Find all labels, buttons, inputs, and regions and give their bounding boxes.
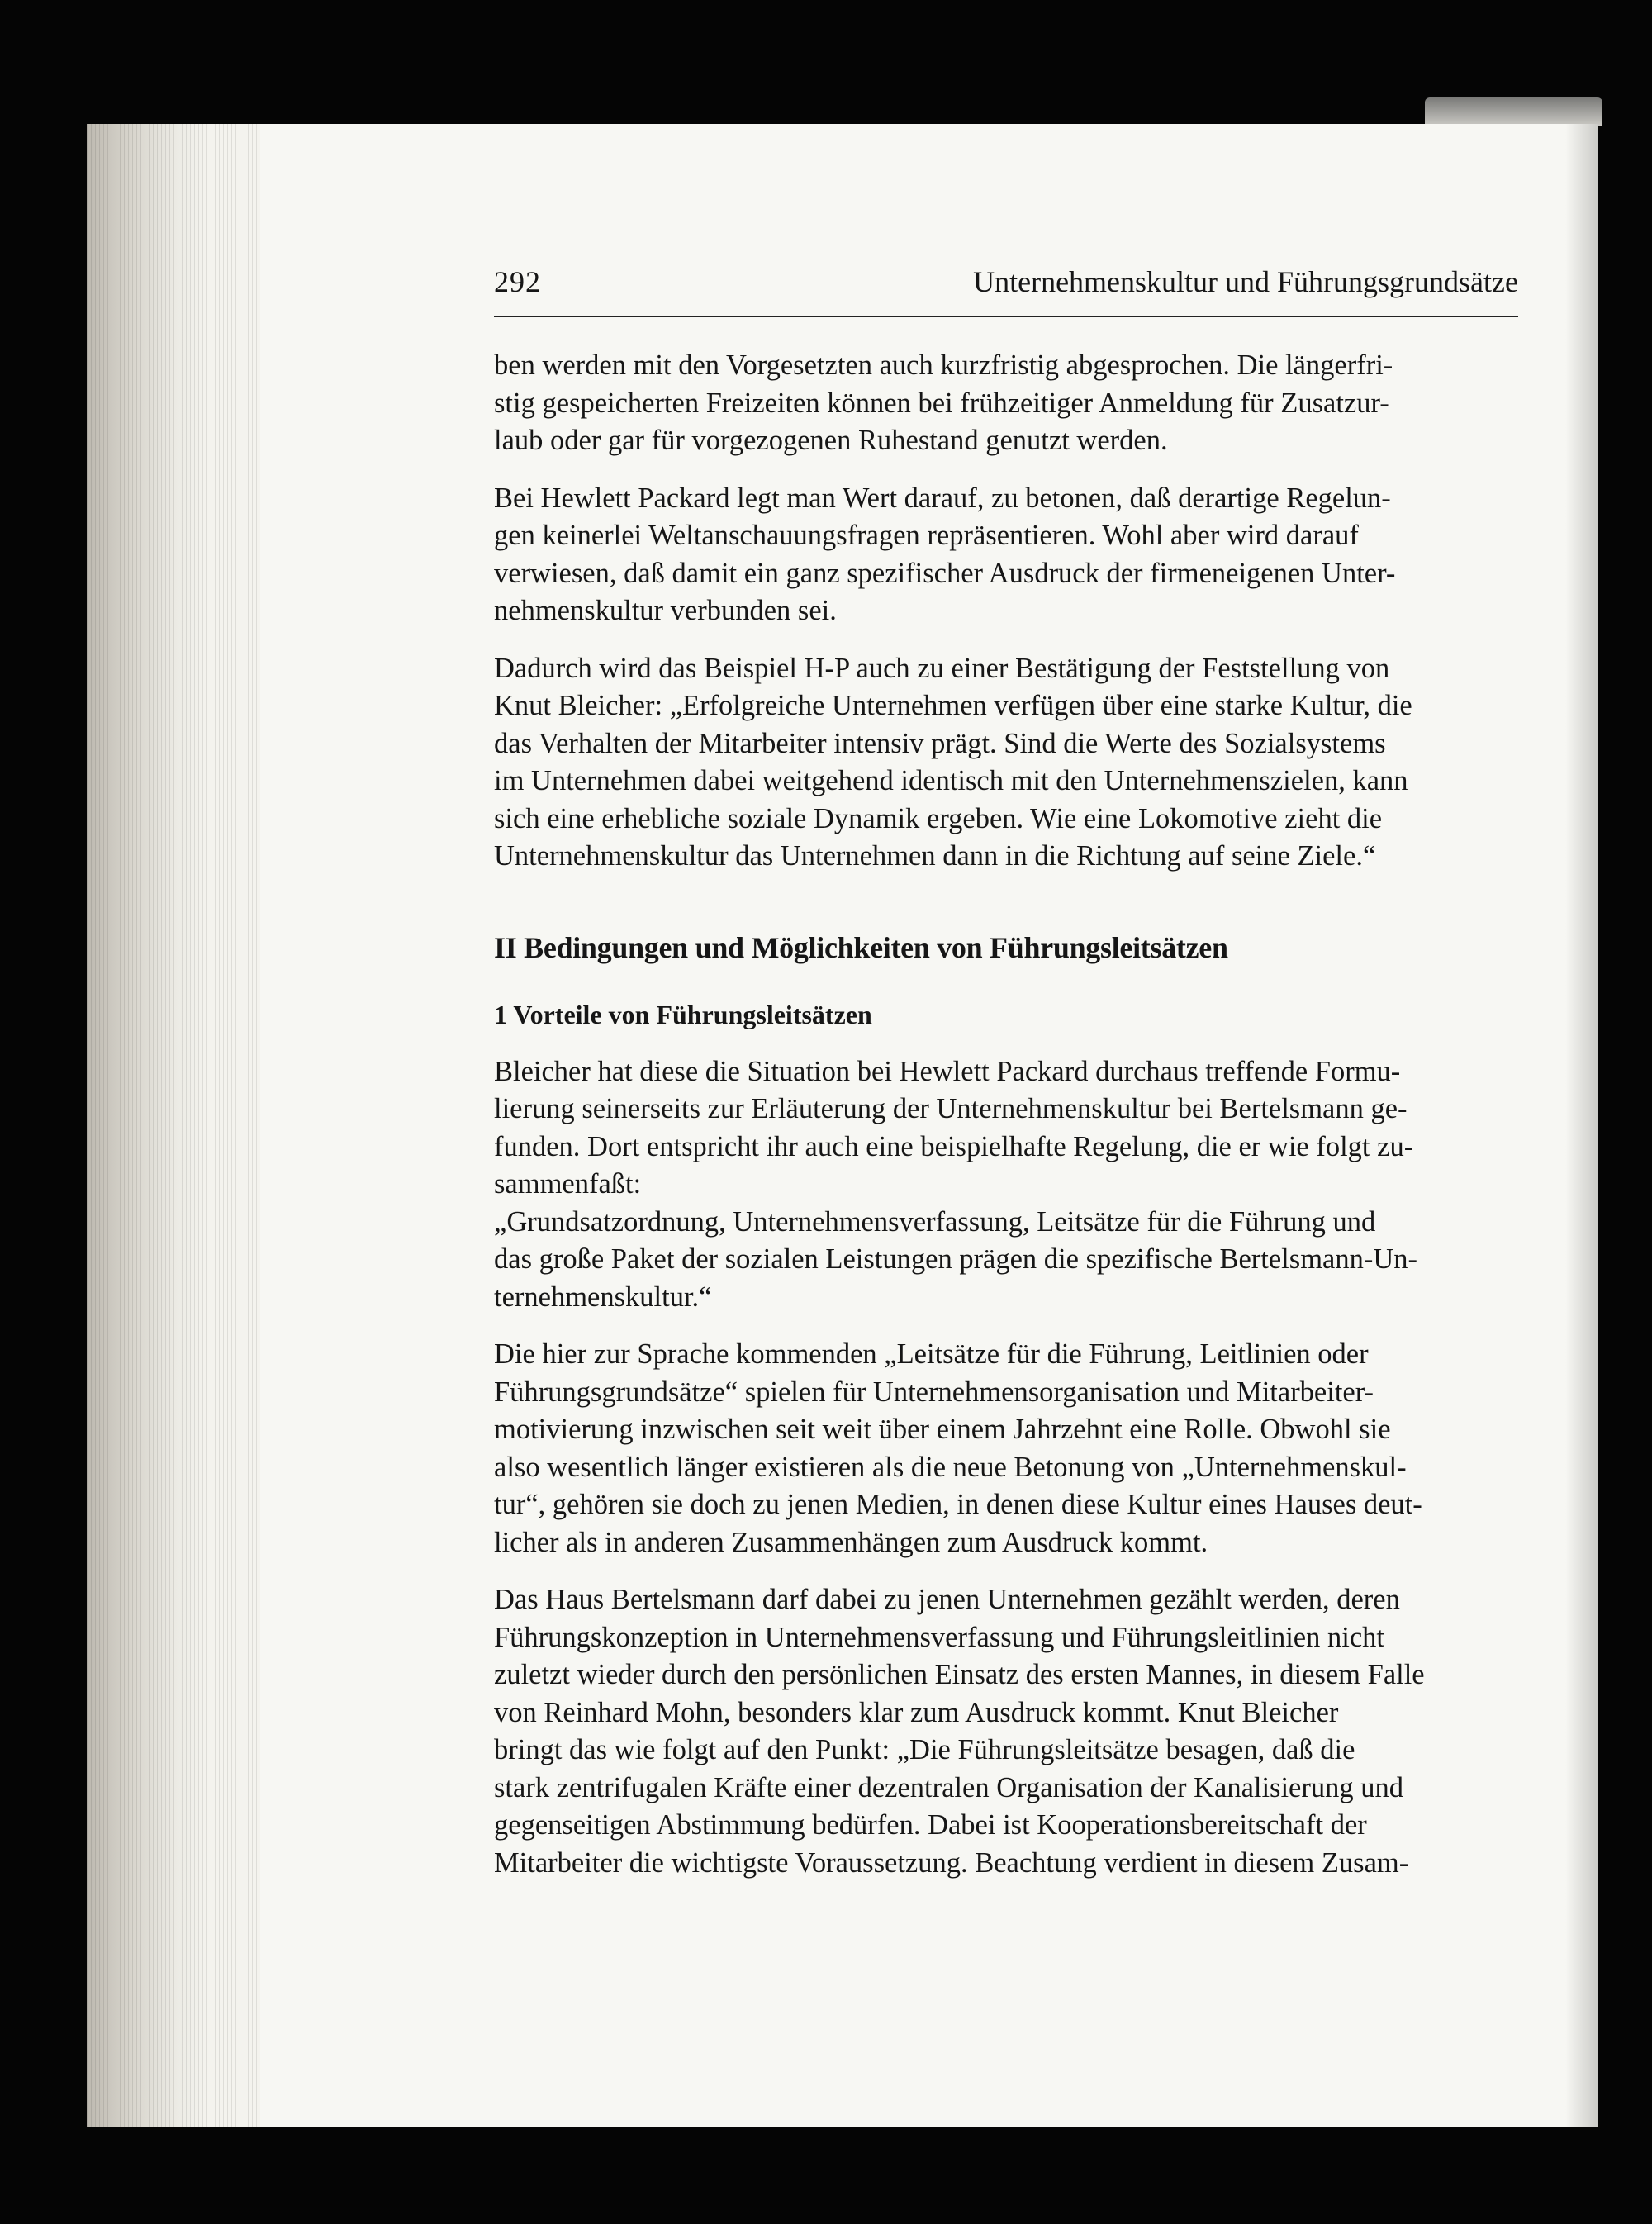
- text-line: ben werden mit den Vorgesetzten auch kurzfristig abgesprochen. Die längerfri-: [494, 349, 1393, 381]
- text-line: Führungskonzeption in Unternehmensverfassung und Führungsleitlinien nicht: [494, 1621, 1384, 1653]
- paragraph: [494, 1581, 1518, 1882]
- text-line: Bleicher hat diese die Situation bei Hewlett Packard durchaus treffende Formu-: [494, 1055, 1401, 1087]
- paragraph: [494, 347, 1518, 460]
- page-content: [494, 264, 1518, 1902]
- text-line: stig gespeicherten Freizeiten können bei frühzeitiger Anmeldung für Zusatzur-: [494, 387, 1389, 419]
- text-line: licher als in anderen Zusammenhängen zum Ausdruck kommt.: [494, 1526, 1208, 1558]
- text-line: Bei Hewlett Packard legt man Wert darauf, zu betonen, daß derartige Regelun-: [494, 482, 1391, 514]
- text-line: von Reinhard Mohn, besonders klar zum Ausdruck kommt. Knut Bleicher: [494, 1696, 1339, 1728]
- body-before: [494, 347, 1518, 876]
- subsection-heading: 1 Vorteile von Führungsleitsätzen: [494, 999, 872, 1029]
- text-line: sammenfaßt:: [494, 1168, 642, 1200]
- text-line: Das Haus Bertelsmann darf dabei zu jenen Unternehmen gezählt werden, deren: [494, 1584, 1400, 1615]
- text-line: das Verhalten der Mitarbeiter intensiv prägt. Sind die Werte des Sozialsystems: [494, 727, 1386, 759]
- text-line: im Unternehmen dabei weitgehend identisch mit den Unternehmenszielen, kann: [494, 765, 1408, 796]
- text-line: Mitarbeiter die wichtigste Voraussetzung. Beachtung verdient in diesem Zusam-: [494, 1846, 1409, 1879]
- text-line: gegenseitigen Abstimmung bedürfen. Dabei ist Kooperationsbereitschaft der: [494, 1809, 1367, 1841]
- paragraph: [494, 650, 1518, 876]
- text-line: bringt das wie folgt auf den Punkt: „Die Führungsleitsätze besagen, daß die: [494, 1734, 1355, 1765]
- text-line: Dadurch wird das Beispiel H-P auch zu einer Bestätigung der Feststellung von: [494, 652, 1390, 684]
- text-line: tur“, gehören sie doch zu jenen Medien, in denen diese Kultur eines Hauses deut-: [494, 1489, 1422, 1520]
- text-line: Knut Bleicher: „Erfolgreiche Unternehmen verfügen über eine starke Kultur, die: [494, 690, 1412, 721]
- text-line: Unternehmenskultur das Unternehmen dann in die Richtung auf seine Ziele.“: [494, 840, 1376, 872]
- text-line: zuletzt wieder durch den persönlichen Einsatz des ersten Mannes, in diesem Falle: [494, 1659, 1425, 1690]
- text-line: Führungsgrundsätze“ spielen für Unternehmensorganisation und Mitarbeiter-: [494, 1376, 1374, 1408]
- text-line: funden. Dort entspricht ihr auch eine beispielhafte Regelung, die er wie folgt zu-: [494, 1130, 1414, 1162]
- paragraph: [494, 1053, 1518, 1317]
- text-line: stark zentrifugalen Kräfte einer dezentralen Organisation der Kanalisierung und: [494, 1771, 1403, 1803]
- text-line: Die hier zur Sprache kommenden „Leitsätze für die Führung, Leitlinien oder: [494, 1338, 1369, 1370]
- text-line: „Grundsatzordnung, Unternehmensverfassung, Leitsätze für die Führung und: [494, 1205, 1376, 1238]
- spine-shadow: [1565, 124, 1598, 2127]
- text-line: verwiesen, daß damit ein ganz spezifischer Ausdruck der firmeneigenen Unter-: [494, 557, 1396, 589]
- text-line: laub oder gar für vorgezogenen Ruhestand genutzt werden.: [494, 425, 1168, 456]
- page-number: 292: [494, 265, 541, 298]
- paragraph: [494, 480, 1518, 630]
- text-line: lierung seinerseits zur Erläuterung der Unternehmenskultur bei Bertelsmann ge-: [494, 1093, 1408, 1124]
- running-header: [494, 264, 1518, 317]
- text-line: das große Paket der sozialen Leistungen prägen die spezifische Bertelsmann-Un-: [494, 1243, 1417, 1275]
- body-after: [494, 1053, 1518, 1883]
- page-edges: [87, 124, 260, 2127]
- running-title: Unternehmenskultur und Führungsgrundsätze: [973, 265, 1518, 298]
- paragraph: [494, 1336, 1518, 1561]
- text-line: nehmenskultur verbunden sei.: [494, 595, 837, 626]
- binding-tab: [1425, 97, 1602, 126]
- text-line: sich eine erhebliche soziale Dynamik ergeben. Wie eine Lokomotive zieht die: [494, 802, 1383, 834]
- text-line: gen keinerlei Weltanschauungsfragen repräsentieren. Wohl aber wird darauf: [494, 520, 1359, 551]
- text-line: motivierung inzwischen seit weit über einem Jahrzehnt eine Rolle. Obwohl sie: [494, 1414, 1391, 1445]
- text-line: ternehmenskultur.“: [494, 1281, 712, 1313]
- text-line: also wesentlich länger existieren als die neue Betonung von „Unternehmenskul-: [494, 1451, 1407, 1483]
- section-heading: II Bedingungen und Möglichkeiten von Führungsleitsätzen: [494, 930, 1228, 964]
